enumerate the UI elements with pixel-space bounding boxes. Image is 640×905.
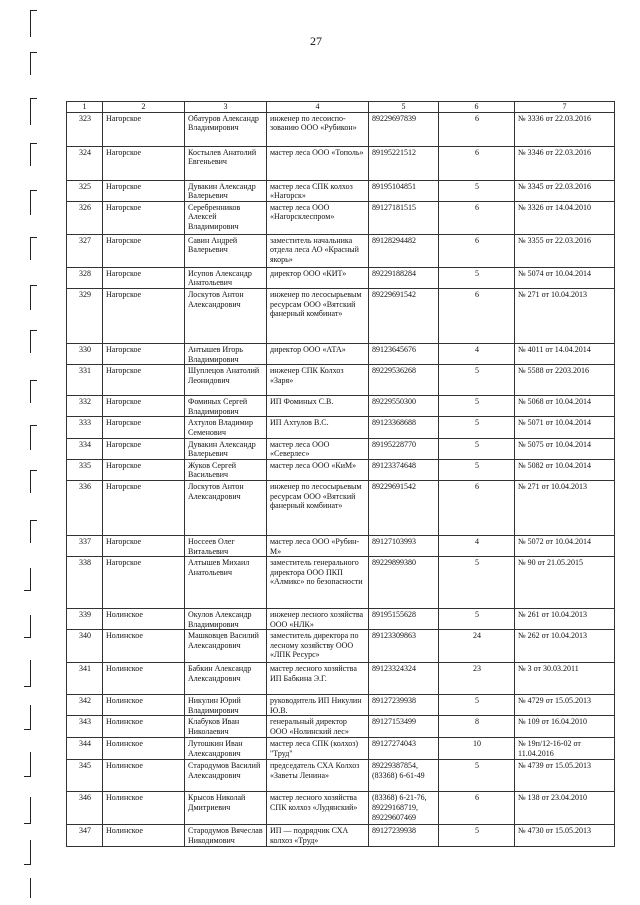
column-header: 4 xyxy=(267,102,369,113)
table-row xyxy=(67,695,615,716)
certificate-cell: № 261 от 10.04.2013 xyxy=(515,609,615,630)
certificate-cell: № 5074 от 10.04.2014 xyxy=(515,267,615,288)
table-row xyxy=(67,112,615,146)
phone-cell: 89127181515 xyxy=(369,201,439,234)
binding-mark xyxy=(24,797,31,824)
person-name-cell: Исупов Александр Анатольевич xyxy=(185,267,267,288)
position-cell: заместитель генерального директора ООО ПКП «Алмикс» по безопасности xyxy=(267,557,369,609)
certificate-cell: № 5072 от 10.04.2014 xyxy=(515,535,615,556)
forestry-area-cell: Нагорское xyxy=(103,417,185,438)
page-number: 27 xyxy=(310,34,322,48)
count-cell: 5 xyxy=(439,417,515,438)
phone-cell: 89195155628 xyxy=(369,609,439,630)
register-table xyxy=(66,101,615,847)
certificate-cell: № 271 от 10.04.2013 xyxy=(515,480,615,535)
forestry-area-cell: Нагорское xyxy=(103,234,185,267)
row-number-cell: 327 xyxy=(67,234,103,267)
count-cell: 5 xyxy=(439,760,515,792)
position-cell: мастер леса ООО «Нагорсклеспром» xyxy=(267,201,369,234)
forestry-area-cell: Нолинское xyxy=(103,609,185,630)
position-cell: директор ООО «КИТ» xyxy=(267,267,369,288)
count-cell: 5 xyxy=(439,557,515,609)
certificate-cell: № 3 от 30.03.2011 xyxy=(515,663,615,695)
person-name-cell: Лоскутов Антон Александрович xyxy=(185,480,267,535)
table-row xyxy=(67,792,615,825)
person-name-cell: Антышев Игорь Владимирович xyxy=(185,343,267,364)
row-number-cell: 329 xyxy=(67,288,103,343)
binding-mark xyxy=(30,98,37,125)
certificate-cell: № 3336 от 22.03.2016 xyxy=(515,112,615,146)
column-header: 1 xyxy=(67,102,103,113)
certificate-cell: № 262 от 10.04.2013 xyxy=(515,630,615,663)
phone-cell: 89123309863 xyxy=(369,630,439,663)
phone-cell: 89229188284 xyxy=(369,267,439,288)
binding-mark xyxy=(24,615,31,638)
phone-cell: 89127239938 xyxy=(369,825,439,847)
binding-mark xyxy=(30,143,37,166)
table-row xyxy=(67,535,615,556)
position-cell: мастер лесного хозяйства ИП Бабкина Э.Г. xyxy=(267,663,369,695)
table-row xyxy=(67,396,615,417)
row-number-cell: 331 xyxy=(67,365,103,396)
position-cell: мастер леса ООО «Тополь» xyxy=(267,146,369,180)
certificate-cell: № 5071 от 10.04.2014 xyxy=(515,417,615,438)
certificate-cell: № 5082 от 10.04.2014 xyxy=(515,459,615,480)
binding-mark xyxy=(30,237,37,260)
phone-cell: (83368) 6-21-76, 89229168719, 89229607469 xyxy=(369,792,439,825)
count-cell: 5 xyxy=(439,695,515,716)
column-header: 3 xyxy=(185,102,267,113)
certificate-cell: № 4729 от 15.05.2013 xyxy=(515,695,615,716)
column-header: 2 xyxy=(103,102,185,113)
row-number-cell: 337 xyxy=(67,535,103,556)
position-cell: мастер леса СПК колхоз «Нагорск» xyxy=(267,180,369,201)
forestry-area-cell: Нагорское xyxy=(103,288,185,343)
phone-cell: 89128294482 xyxy=(369,234,439,267)
forestry-area-cell: Нагорское xyxy=(103,438,185,459)
phone-cell: 89123324324 xyxy=(369,663,439,695)
count-cell: 6 xyxy=(439,201,515,234)
count-cell: 8 xyxy=(439,716,515,738)
binding-mark xyxy=(30,520,37,543)
count-cell: 5 xyxy=(439,365,515,396)
count-cell: 5 xyxy=(439,180,515,201)
row-number-cell: 344 xyxy=(67,738,103,760)
forestry-area-cell: Нолинское xyxy=(103,738,185,760)
count-cell: 6 xyxy=(439,288,515,343)
row-number-cell: 340 xyxy=(67,630,103,663)
person-name-cell: Лоскутов Антон Александрович xyxy=(185,288,267,343)
binding-mark xyxy=(30,470,37,493)
count-cell: 4 xyxy=(439,535,515,556)
count-cell: 5 xyxy=(439,267,515,288)
phone-cell: 89195228770 xyxy=(369,438,439,459)
position-cell: руководитель ИП Никулин Ю.В. xyxy=(267,695,369,716)
count-cell: 23 xyxy=(439,663,515,695)
count-cell: 6 xyxy=(439,234,515,267)
phone-cell: 89229899380 xyxy=(369,557,439,609)
table-row xyxy=(67,438,615,459)
forestry-area-cell: Нагорское xyxy=(103,343,185,364)
position-cell: ИП — подрядчик СХА колхоз «Труд» xyxy=(267,825,369,847)
certificate-cell: № 3355 от 22.03.2016 xyxy=(515,234,615,267)
phone-cell: 89229691542 xyxy=(369,480,439,535)
count-cell: 24 xyxy=(439,630,515,663)
forestry-area-cell: Нагорское xyxy=(103,267,185,288)
forestry-area-cell: Нагорское xyxy=(103,396,185,417)
count-cell: 10 xyxy=(439,738,515,760)
person-name-cell: Дувакин Александр Валерьевич xyxy=(185,438,267,459)
binding-mark xyxy=(30,380,37,403)
count-cell: 6 xyxy=(439,112,515,146)
table-row xyxy=(67,663,615,695)
position-cell: мастер леса СПК (колхоз) "Труд" xyxy=(267,738,369,760)
row-number-cell: 347 xyxy=(67,825,103,847)
table-row xyxy=(67,738,615,760)
forestry-area-cell: Нолинское xyxy=(103,663,185,695)
person-name-cell: Никулин Юрий Владимирович xyxy=(185,695,267,716)
count-cell: 5 xyxy=(439,438,515,459)
position-cell: инженер по лесосырьевым ресурсам ООО «Вятский фанерный комбинат» xyxy=(267,480,369,535)
position-cell: директор ООО «АТА» xyxy=(267,343,369,364)
row-number-cell: 341 xyxy=(67,663,103,695)
phone-cell: 89127239938 xyxy=(369,695,439,716)
forestry-area-cell: Нагорское xyxy=(103,557,185,609)
person-name-cell: Фоминых Сергей Владимирович xyxy=(185,396,267,417)
column-header: 6 xyxy=(439,102,515,113)
forestry-area-cell: Нагорское xyxy=(103,146,185,180)
position-cell: инженер по лесоиспо-зованию ООО «Рубикон» xyxy=(267,112,369,146)
certificate-cell: № 138 от 23.04.2010 xyxy=(515,792,615,825)
person-name-cell: Костылев Анатолий Евгеньевич xyxy=(185,146,267,180)
forestry-area-cell: Нагорское xyxy=(103,480,185,535)
table-row xyxy=(67,234,615,267)
table-row xyxy=(67,267,615,288)
person-name-cell: Савин Андрей Валерьевич xyxy=(185,234,267,267)
person-name-cell: Обатуров Александр Владимирович xyxy=(185,112,267,146)
phone-cell: 89127103993 xyxy=(369,535,439,556)
phone-cell: 89229691542 xyxy=(369,288,439,343)
certificate-cell: № 5068 от 10.04.2014 xyxy=(515,396,615,417)
row-number-cell: 343 xyxy=(67,716,103,738)
position-cell: ИП Ахтулов В.С. xyxy=(267,417,369,438)
row-number-cell: 345 xyxy=(67,760,103,792)
table-row xyxy=(67,609,615,630)
forestry-area-cell: Нолинское xyxy=(103,695,185,716)
person-name-cell: Дувакин Александр Валерьевич xyxy=(185,180,267,201)
person-name-cell: Бабкин Александр Александрович xyxy=(185,663,267,695)
person-name-cell: Стародумов Вячеслав Никодимович xyxy=(185,825,267,847)
binding-mark xyxy=(30,330,37,353)
forestry-area-cell: Нагорское xyxy=(103,459,185,480)
phone-cell: 89195104851 xyxy=(369,180,439,201)
person-name-cell: Серебренников Алексей Владимирович xyxy=(185,201,267,234)
certificate-cell: № 4739 от 15.05.2013 xyxy=(515,760,615,792)
row-number-cell: 336 xyxy=(67,480,103,535)
person-name-cell: Стародумов Василий Александрович xyxy=(185,760,267,792)
phone-cell: 89123374648 xyxy=(369,459,439,480)
forestry-area-cell: Нолинское xyxy=(103,716,185,738)
binding-mark xyxy=(24,660,31,687)
certificate-cell: № 5075 от 10.04.2014 xyxy=(515,438,615,459)
certificate-cell: № 19п/12-16-02 от 11.04.2016 xyxy=(515,738,615,760)
header-row xyxy=(67,102,615,113)
binding-mark xyxy=(30,10,37,37)
certificate-cell: № 109 от 16.04.2010 xyxy=(515,716,615,738)
certificate-cell: № 3345 от 22.03.2016 xyxy=(515,180,615,201)
count-cell: 5 xyxy=(439,825,515,847)
position-cell: инженер СПК Колхоз «Заря» xyxy=(267,365,369,396)
person-name-cell: Крысов Николай Дмитриевич xyxy=(185,792,267,825)
binding-mark xyxy=(30,285,37,310)
binding-mark xyxy=(24,840,31,865)
person-name-cell: Машковцев Василий Александрович xyxy=(185,630,267,663)
position-cell: инженер по лесосырьевым ресурсам ООО «Вятский фанерный комбинат» xyxy=(267,288,369,343)
phone-cell: 89127274043 xyxy=(369,738,439,760)
row-number-cell: 326 xyxy=(67,201,103,234)
position-cell: председатель СХА Колхоз «Заветы Ленина» xyxy=(267,760,369,792)
person-name-cell: Клабуков Иван Николаевич xyxy=(185,716,267,738)
table-row xyxy=(67,716,615,738)
table-row xyxy=(67,459,615,480)
row-number-cell: 346 xyxy=(67,792,103,825)
binding-mark xyxy=(24,752,31,777)
position-cell: заместитель директора по лесному хозяйству ООО «ЛПК Ресурс» xyxy=(267,630,369,663)
table-row xyxy=(67,146,615,180)
forestry-area-cell: Нагорское xyxy=(103,535,185,556)
table-row xyxy=(67,630,615,663)
table-row xyxy=(67,760,615,792)
table-row xyxy=(67,557,615,609)
table-row xyxy=(67,180,615,201)
binding-mark xyxy=(24,705,31,730)
binding-mark xyxy=(30,52,37,75)
phone-cell: 89123645676 xyxy=(369,343,439,364)
position-cell: мастер леса ООО «Северлес» xyxy=(267,438,369,459)
binding-mark xyxy=(24,568,31,591)
row-number-cell: 328 xyxy=(67,267,103,288)
phone-cell: 89229697839 xyxy=(369,112,439,146)
person-name-cell: Ахтулов Владимир Семенович xyxy=(185,417,267,438)
binding-marks xyxy=(0,0,60,905)
person-name-cell: Носсеев Олег Витальевич xyxy=(185,535,267,556)
count-cell: 6 xyxy=(439,792,515,825)
certificate-cell: № 90 от 21.05.2015 xyxy=(515,557,615,609)
table-row xyxy=(67,201,615,234)
count-cell: 5 xyxy=(439,609,515,630)
table-row xyxy=(67,343,615,364)
column-header: 5 xyxy=(369,102,439,113)
row-number-cell: 330 xyxy=(67,343,103,364)
certificate-cell: № 271 от 10.04.2013 xyxy=(515,288,615,343)
row-number-cell: 324 xyxy=(67,146,103,180)
phone-cell: 89127153499 xyxy=(369,716,439,738)
row-number-cell: 339 xyxy=(67,609,103,630)
forestry-area-cell: Нагорское xyxy=(103,112,185,146)
phone-cell: 89229550300 xyxy=(369,396,439,417)
count-cell: 4 xyxy=(439,343,515,364)
row-number-cell: 333 xyxy=(67,417,103,438)
certificate-cell: № 3326 от 14.04.2010 xyxy=(515,201,615,234)
position-cell: мастер леса ООО «Рубин-М» xyxy=(267,535,369,556)
binding-mark xyxy=(30,878,31,898)
row-number-cell: 338 xyxy=(67,557,103,609)
count-cell: 5 xyxy=(439,459,515,480)
certificate-cell: № 3346 от 22.03.2016 xyxy=(515,146,615,180)
position-cell: заместитель начальника отдела леса АО «Красный якорь» xyxy=(267,234,369,267)
row-number-cell: 325 xyxy=(67,180,103,201)
person-name-cell: Окулов Александр Владимирович xyxy=(185,609,267,630)
position-cell: генеральный директор ООО «Нолинский лес» xyxy=(267,716,369,738)
forestry-area-cell: Нагорское xyxy=(103,365,185,396)
position-cell: ИП Фоминых С.В. xyxy=(267,396,369,417)
forestry-area-cell: Нолинское xyxy=(103,792,185,825)
forestry-area-cell: Нагорское xyxy=(103,180,185,201)
phone-cell: 89195221512 xyxy=(369,146,439,180)
person-name-cell: Алтышев Михаил Анатольевич xyxy=(185,557,267,609)
phone-cell: 89229536268 xyxy=(369,365,439,396)
count-cell: 6 xyxy=(439,146,515,180)
binding-mark xyxy=(30,190,37,215)
position-cell: инженер лесного хозяйства ООО «НЛК» xyxy=(267,609,369,630)
column-header: 7 xyxy=(515,102,615,113)
table-row xyxy=(67,825,615,847)
position-cell: мастер лесного хозяйства СПК колхоз «Лудянский» xyxy=(267,792,369,825)
certificate-cell: № 5588 от 2203.2016 xyxy=(515,365,615,396)
table-row xyxy=(67,365,615,396)
row-number-cell: 332 xyxy=(67,396,103,417)
table-row xyxy=(67,417,615,438)
phone-cell: 89123368688 xyxy=(369,417,439,438)
certificate-cell: № 4730 от 15.05.2013 xyxy=(515,825,615,847)
table-row xyxy=(67,480,615,535)
forestry-area-cell: Нагорское xyxy=(103,201,185,234)
row-number-cell: 342 xyxy=(67,695,103,716)
row-number-cell: 323 xyxy=(67,112,103,146)
count-cell: 6 xyxy=(439,480,515,535)
person-name-cell: Лутошкин Иван Александрович xyxy=(185,738,267,760)
binding-mark xyxy=(30,425,37,450)
row-number-cell: 334 xyxy=(67,438,103,459)
certificate-cell: № 4011 от 14.04.2014 xyxy=(515,343,615,364)
phone-cell: 89229387854, (83368) 6-61-49 xyxy=(369,760,439,792)
position-cell: мастер леса ООО «КиМ» xyxy=(267,459,369,480)
person-name-cell: Жуков Сергей Васильевич xyxy=(185,459,267,480)
forestry-area-cell: Нолинское xyxy=(103,825,185,847)
table-row xyxy=(67,288,615,343)
row-number-cell: 335 xyxy=(67,459,103,480)
count-cell: 5 xyxy=(439,396,515,417)
person-name-cell: Шуплецов Анатолий Леонидович xyxy=(185,365,267,396)
forestry-area-cell: Нолинское xyxy=(103,760,185,792)
forestry-area-cell: Нолинское xyxy=(103,630,185,663)
